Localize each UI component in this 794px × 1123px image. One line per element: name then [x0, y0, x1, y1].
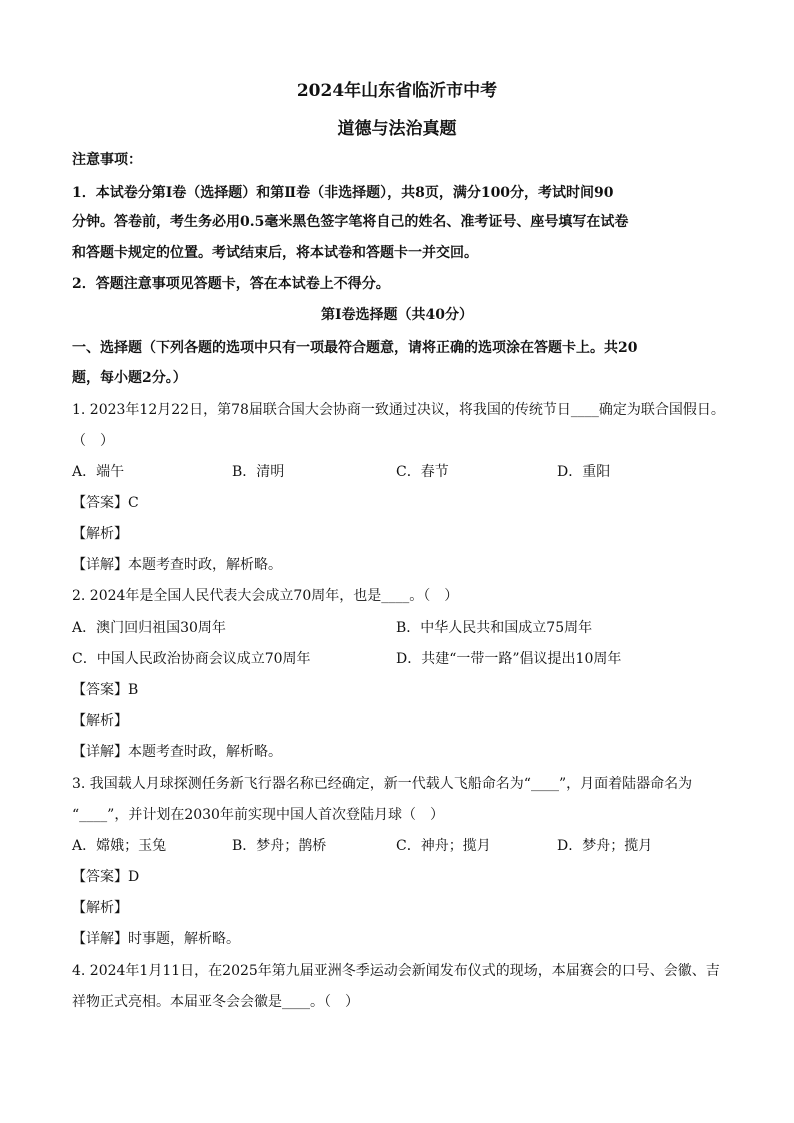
notes-item1-line1: 1．本试卷分第Ⅰ卷（选择题）和第Ⅱ卷（非选择题），共8页，满分100分，考试时间90 [72, 185, 614, 201]
q1-option-b: B．清明 [232, 464, 285, 480]
q1-analysis-label: 【解析】 [72, 526, 128, 542]
answer-value: B [128, 682, 139, 698]
answer-label: 【答案】 [72, 869, 128, 885]
q3-answer [72, 867, 724, 887]
q3-option-d: D．梦舟；揽月 [557, 838, 653, 854]
detail-text: 时事题，解析略。 [128, 931, 240, 947]
answer-value: D [128, 869, 140, 885]
page-subtitle: 道德与法治真题 [337, 119, 457, 139]
q4-stem-line1: 4. 2024年1月11日，在2025年第九届亚洲冬季运动会新闻发布仪式的现场，本届赛会的口号、会徽、吉 [72, 963, 720, 979]
q2-option-d: D．共建“一带一路”倡议提出10周年 [396, 651, 622, 667]
q1-option-d: D．重阳 [557, 464, 611, 480]
q3-stem-line1: 3. 我国载人月球探测任务新飞行器名称已经确定，新一代载人飞船命名为“____”，月面着陆器命名为 [72, 776, 693, 792]
q1-stem-line1: 1. 2023年12月22日，第78届联合国大会协商一致通过决议，将我国的传统节日____确定为联合国假日。 [72, 402, 725, 418]
q2-option-b: B．中华人民共和国成立75周年 [396, 620, 593, 636]
answer-label: 【答案】 [72, 682, 128, 698]
q1-option-c: C．春节 [396, 464, 449, 480]
q1-stem-line2: （ ） [72, 433, 114, 449]
q2-detail [72, 742, 724, 762]
q1-option-a: A．端午 [72, 464, 125, 480]
detail-label: 【详解】 [72, 744, 128, 760]
q2-answer [72, 680, 724, 700]
q2-option-c: C．中国人民政治协商会议成立70周年 [72, 651, 311, 667]
q2-analysis-label: 【解析】 [72, 713, 128, 729]
q1-answer [72, 493, 724, 513]
q4-stem-line2: 祥物正式亮相。本届亚冬会会徽是____。（ ） [72, 994, 359, 1010]
notes-item2: 2．答题注意事项见答题卡，答在本试卷上不得分。 [72, 276, 390, 292]
q3-analysis-label: 【解析】 [72, 900, 128, 916]
section-instruction-line1: 一、选择题（下列各题的选项中只有一项最符合题意，请将正确的选项涂在答题卡上。共20 [72, 340, 638, 356]
q3-stem-line2: “____”，并计划在2030年前实现中国人首次登陆月球（ ） [72, 807, 444, 823]
detail-label: 【详解】 [72, 557, 128, 573]
page-title: 2024年山东省临沂市中考 [296, 81, 498, 101]
detail-text: 本题考查时政，解析略。 [128, 744, 282, 760]
q3-option-a: A．嫦娥；玉兔 [72, 838, 167, 854]
q3-option-b: B．梦舟；鹊桥 [232, 838, 327, 854]
q2-stem-line1: 2. 2024年是全国人民代表大会成立70周年，也是____。（ ） [72, 588, 459, 604]
detail-text: 本题考查时政，解析略。 [128, 557, 282, 573]
q1-detail [72, 555, 724, 575]
notes-heading: 注意事项： [72, 152, 142, 168]
detail-label: 【详解】 [72, 931, 128, 947]
answer-label: 【答案】 [72, 495, 128, 511]
notes-item1-line3: 和答题卡规定的位置。考试结束后，将本试卷和答题卡一并交回。 [72, 245, 478, 261]
q2-option-a: A．澳门回归祖国30周年 [72, 620, 226, 636]
section-instruction-line2: 题，每小题2分。） [72, 370, 187, 386]
section-title: 第Ⅰ卷选择题（共40分） [320, 307, 474, 323]
notes-item1-line2: 分钟。答卷前，考生务必用0.5毫米黑色签字笔将自己的姓名、准考证号、座号填写在试卷 [72, 214, 629, 230]
answer-value: C [128, 495, 139, 511]
q3-detail [72, 929, 724, 949]
q3-option-c: C．神舟；揽月 [396, 838, 491, 854]
